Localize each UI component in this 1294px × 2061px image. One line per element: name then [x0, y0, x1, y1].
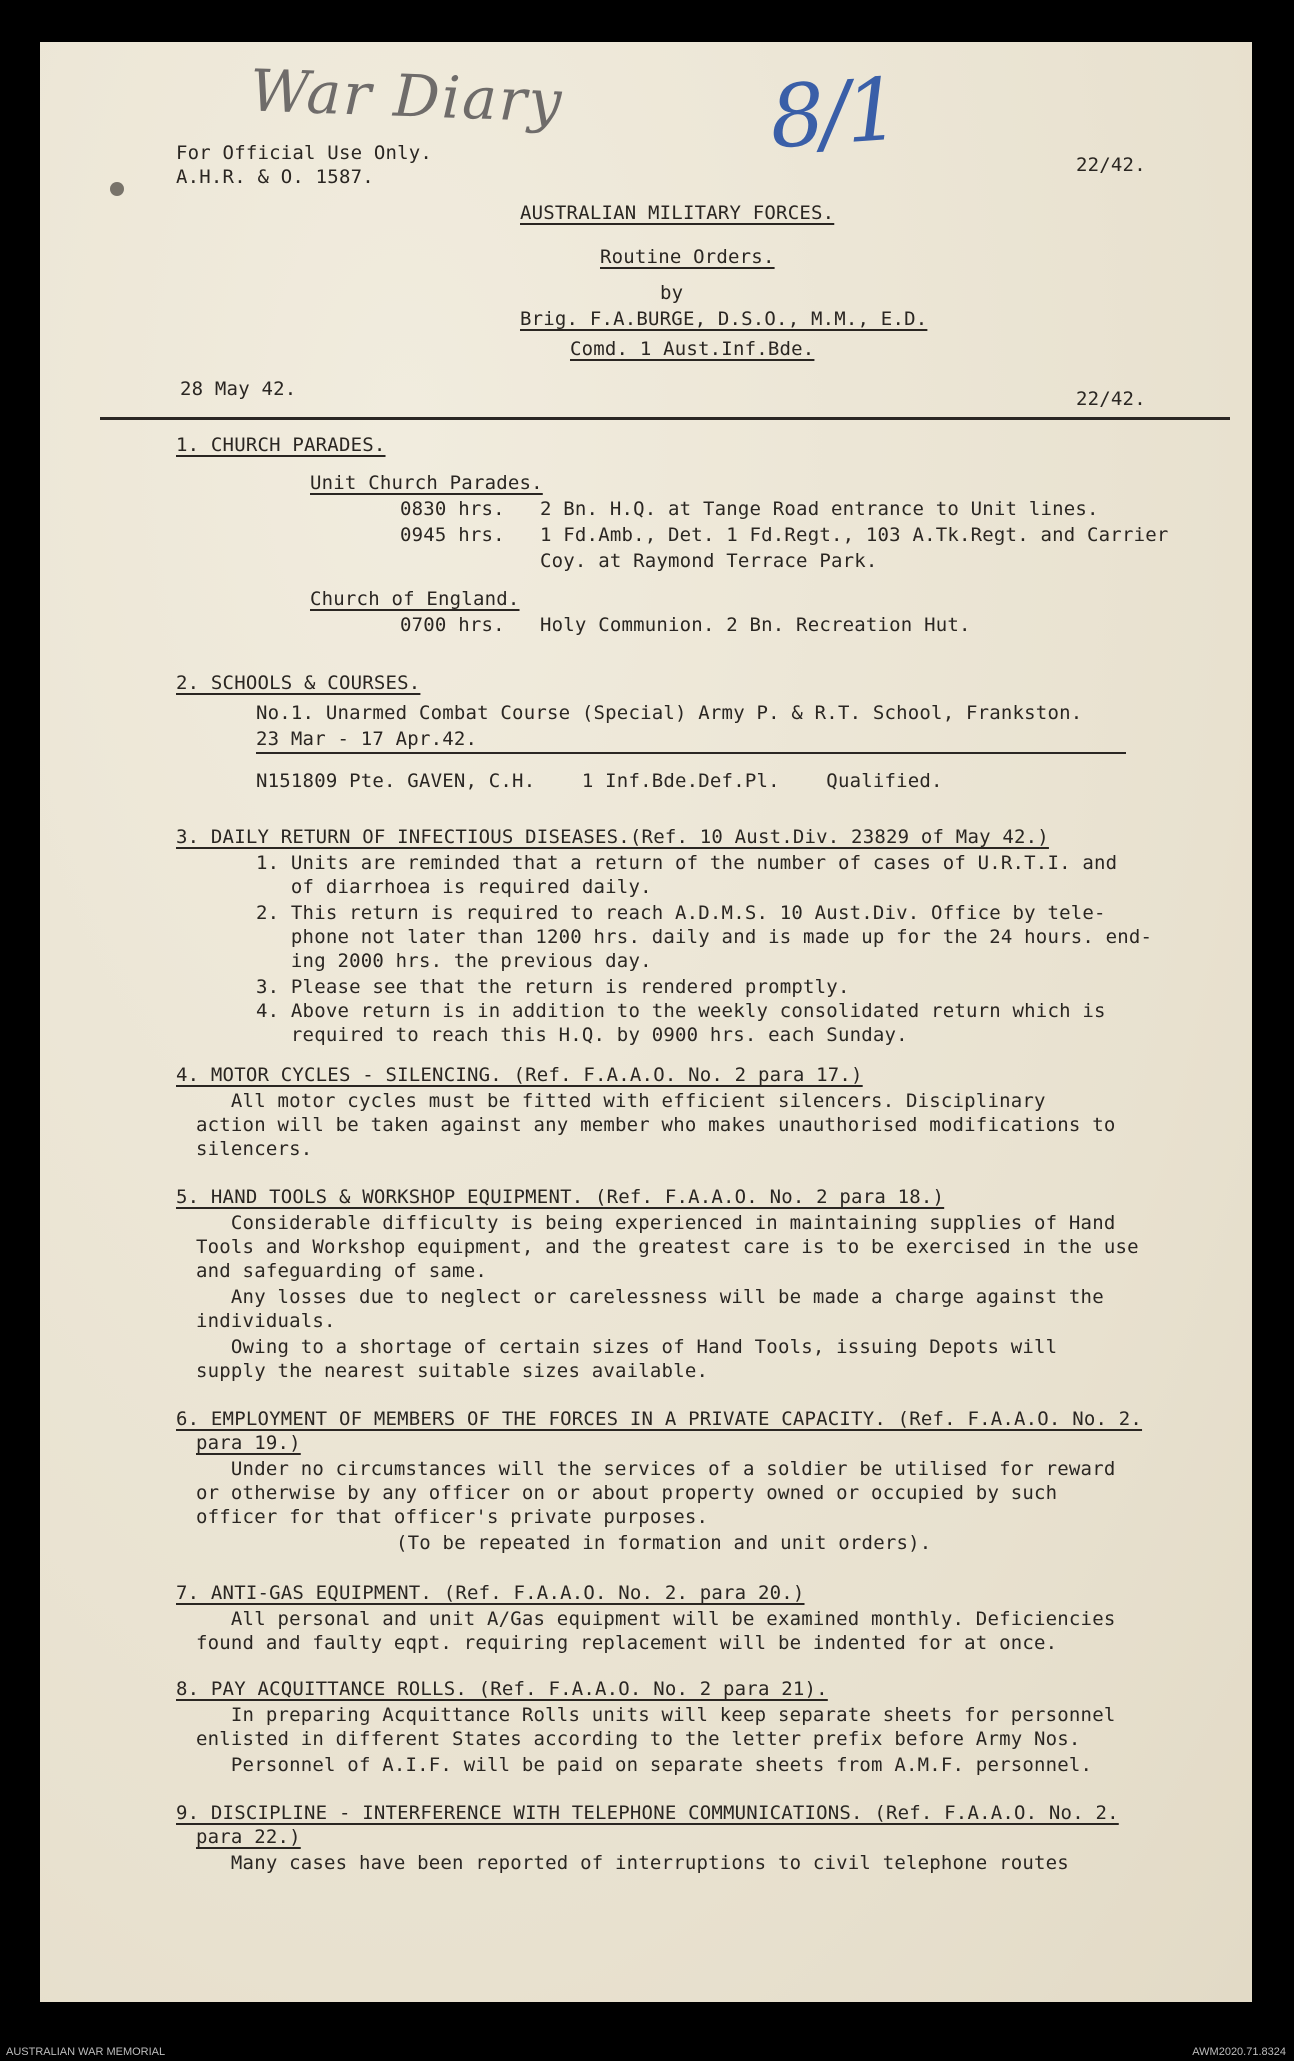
discipline-l1: Many cases have been reported of interruptions to civil telephone routes	[196, 1852, 1069, 1874]
motor-l2: action will be taken against any member who makes unauthorised modifications to	[196, 1114, 1116, 1136]
order-number: 22/42.	[1076, 388, 1146, 410]
tools-l1: Considerable difficulty is being experienced in maintaining supplies of Hand	[196, 1212, 1116, 1234]
church-sub2: Church of England.	[310, 588, 520, 610]
order-number-top: 22/42.	[1076, 154, 1146, 176]
pay-l2: enlisted in different States according to the letter prefix before Army Nos.	[196, 1728, 1081, 1750]
section-antigas-title: 7. ANTI-GAS EQUIPMENT. (Ref. F.A.A.O. No. 2. para 20.)	[176, 1582, 805, 1604]
infectious-p1a: 1. Units are reminded that a return of the number of cases of U.R.T.I. and	[256, 852, 1118, 874]
infectious-p4a: 4. Above return is in addition to the weekly consolidated return which is	[256, 1000, 1106, 1022]
employment-l2: or otherwise by any officer on or about property owned or occupied by such	[196, 1482, 1058, 1504]
by-line: by	[660, 282, 684, 304]
employment-l4: (To be repeated in formation and unit orders).	[396, 1532, 932, 1554]
pay-l1: In preparing Acquittance Rolls units will keep separate sheets for personnel	[196, 1704, 1116, 1726]
heading: AUSTRALIAN MILITARY FORCES.	[520, 202, 835, 224]
motor-l1: All motor cycles must be fitted with efficient silencers. Disciplinary	[196, 1090, 1046, 1112]
infectious-p2a: 2. This return is required to reach A.D.M.S. 10 Aust.Div. Office by tele-	[256, 902, 1106, 924]
tools-l4: Any losses due to neglect or carelessness will be made a charge against the	[196, 1286, 1104, 1308]
schools-rule	[256, 752, 1126, 754]
tools-l5: individuals.	[196, 1310, 336, 1332]
subheading: Routine Orders.	[600, 246, 775, 268]
infectious-p4b: required to reach this H.Q. by 0900 hrs. each Sunday.	[256, 1024, 908, 1046]
footer-source: AUSTRALIAN WAR MEMORIAL	[6, 2046, 166, 2058]
infectious-p2c: ing 2000 hrs. the previous day.	[256, 950, 652, 972]
tools-l2: Tools and Workshop equipment, and the greatest care is to be exercised in the use	[196, 1236, 1139, 1258]
section-infectious-title: 3. DAILY RETURN OF INFECTIOUS DISEASES.(Ref. 10 Aust.Div. 23829 of May 42.)	[176, 826, 1049, 848]
handwritten-folio-number: 8/1	[766, 59, 900, 169]
church-detail3: Holy Communion. 2 Bn. Recreation Hut.	[540, 614, 971, 636]
church-time1: 0830 hrs.	[400, 498, 505, 520]
discipline-title2: para 22.)	[196, 1826, 301, 1848]
church-detail1: 2 Bn. H.Q. at Tange Road entrance to Unit lines.	[540, 498, 1099, 520]
church-time2: 0945 hrs.	[400, 524, 505, 546]
order-date: 28 May 42.	[180, 378, 297, 400]
schools-line1: No.1. Unarmed Combat Course (Special) Army P. & R.T. School, Frankston.	[256, 702, 1083, 724]
author: Brig. F.A.BURGE, D.S.O., M.M., E.D.	[520, 308, 928, 330]
schools-line2: 23 Mar - 17 Apr.42.	[256, 728, 478, 750]
church-detail2b: Coy. at Raymond Terrace Park.	[540, 550, 878, 572]
church-time3: 0700 hrs.	[400, 614, 505, 636]
section-schools-title: 2. SCHOOLS & COURSES.	[176, 672, 421, 694]
handwritten-title: War Diary	[248, 56, 565, 136]
infectious-p3: 3. Please see that the return is rendered promptly.	[256, 976, 850, 998]
document-page	[40, 42, 1252, 2002]
reference: A.H.R. & O. 1587.	[176, 166, 374, 188]
church-detail2: 1 Fd.Amb., Det. 1 Fd.Regt., 103 A.Tk.Regt. and Carrier	[540, 524, 1169, 546]
ink-smudge	[110, 182, 124, 196]
antigas-l2: found and faulty eqpt. requiring replacement will be indented for at once.	[196, 1632, 1058, 1654]
tools-l7: supply the nearest suitable sizes available.	[196, 1360, 709, 1382]
section-motor-title: 4. MOTOR CYCLES - SILENCING. (Ref. F.A.A.O. No. 2 para 17.)	[176, 1064, 863, 1086]
pay-l3: Personnel of A.I.F. will be paid on separate sheets from A.M.F. personnel.	[196, 1754, 1093, 1776]
command: Comd. 1 Aust.Inf.Bde.	[570, 338, 815, 360]
church-sub1: Unit Church Parades.	[310, 472, 543, 494]
antigas-l1: All personal and unit A/Gas equipment will be examined monthly. Deficiencies	[196, 1608, 1116, 1630]
classification: For Official Use Only.	[176, 142, 433, 164]
employment-title2: para 19.)	[196, 1432, 301, 1454]
tools-l6: Owing to a shortage of certain sizes of Hand Tools, issuing Depots will	[196, 1336, 1058, 1358]
section-pay-title: 8. PAY ACQUITTANCE ROLLS. (Ref. F.A.A.O. No. 2 para 21).	[176, 1678, 828, 1700]
tools-l3: and safeguarding of same.	[196, 1260, 487, 1282]
motor-l3: silencers.	[196, 1138, 313, 1160]
employment-l3: officer for that officer's private purposes.	[196, 1506, 709, 1528]
employment-l1: Under no circumstances will the services of a soldier be utilised for reward	[196, 1458, 1116, 1480]
section-discipline-title: 9. DISCIPLINE - INTERFERENCE WITH TELEPHONE COMMUNICATIONS. (Ref. F.A.A.O. No. 2.	[176, 1802, 1119, 1824]
infectious-p2b: phone not later than 1200 hrs. daily and is made up for the 24 hours. end-	[256, 926, 1153, 948]
schools-line3: N151809 Pte. GAVEN, C.H. 1 Inf.Bde.Def.Pl. Qualified.	[256, 770, 943, 792]
section-employment-title: 6. EMPLOYMENT OF MEMBERS OF THE FORCES IN A PRIVATE CAPACITY. (Ref. F.A.A.O. No. 2.	[176, 1408, 1143, 1430]
section-tools-title: 5. HAND TOOLS & WORKSHOP EQUIPMENT. (Ref. F.A.A.O. No. 2 para 18.)	[176, 1186, 945, 1208]
header-rule	[100, 417, 1230, 420]
section-church-title: 1. CHURCH PARADES.	[176, 434, 386, 456]
footer-accession: AWM2020.71.8324	[1192, 2046, 1286, 2058]
infectious-p1b: of diarrhoea is required daily.	[256, 876, 652, 898]
